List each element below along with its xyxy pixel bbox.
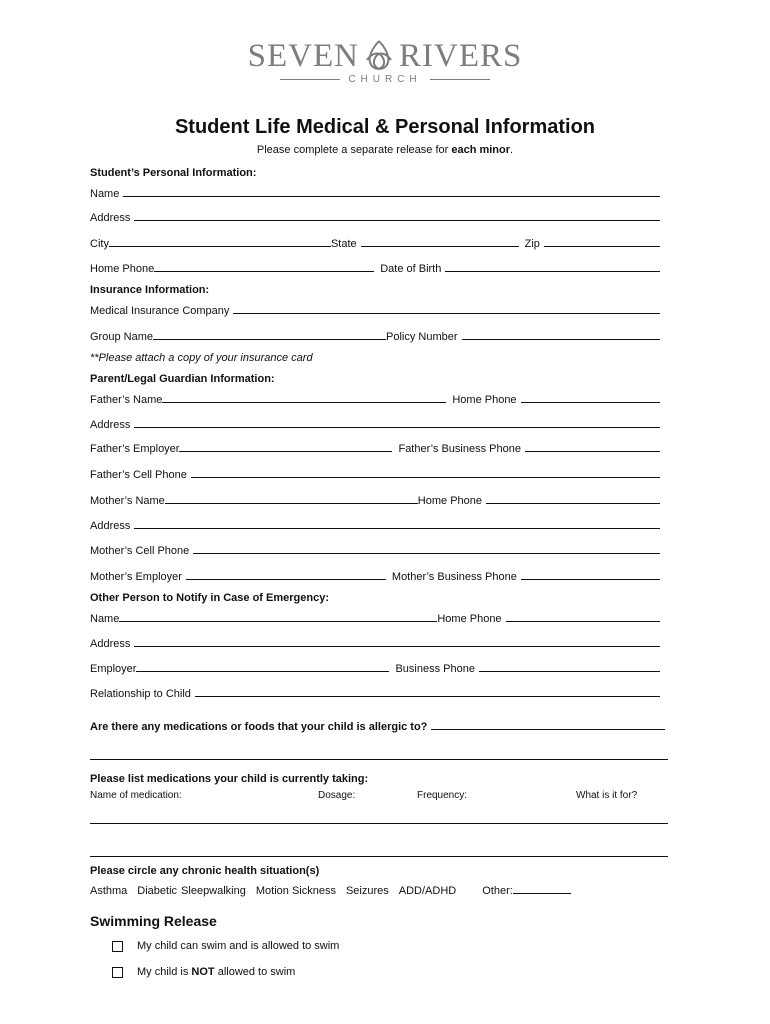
health-heading: Please circle any chronic health situation(s): [90, 865, 320, 877]
health-option-motion-sickness[interactable]: Motion Sickness: [255, 885, 336, 897]
state-field[interactable]: [361, 246, 519, 247]
zip-field[interactable]: [544, 246, 660, 247]
student-name-field[interactable]: [123, 196, 660, 197]
insurance-company-label: Medical Insurance Company: [90, 305, 230, 317]
student-name-label: Name: [90, 188, 120, 200]
fathers-cell-field[interactable]: [191, 477, 660, 478]
swim-not-prefix: My child is: [137, 966, 192, 978]
group-name-label: Group Name: [90, 331, 153, 343]
policy-number-label: Policy Number: [385, 331, 458, 343]
emergency-name-field[interactable]: [119, 621, 437, 622]
home-phone-label: Home Phone: [90, 263, 155, 275]
med-col-name: Name of medication:: [90, 790, 182, 801]
student-address-label: Address: [90, 212, 131, 224]
mother-address-field[interactable]: [134, 528, 660, 529]
emergency-business-phone-field[interactable]: [479, 671, 660, 672]
swim-not-allowed-label: [137, 966, 295, 978]
fathers-cell-row: [90, 465, 660, 481]
allergy-field[interactable]: [431, 729, 665, 730]
dob-field[interactable]: [445, 271, 660, 272]
fathers-business-phone-field[interactable]: [525, 451, 660, 452]
insurance-company-row: [90, 301, 660, 317]
student-phone-row: [90, 259, 660, 275]
father-address-label: Address: [90, 419, 131, 431]
form-subtitle: [0, 144, 770, 156]
mother-home-phone-field[interactable]: [486, 503, 660, 504]
logo-rule-left: [280, 79, 340, 80]
logo-wordmark: [0, 38, 770, 74]
health-option-seizures[interactable]: Seizures: [345, 885, 389, 897]
mothers-business-phone-field[interactable]: [521, 579, 660, 580]
swimming-heading: Swimming Release: [90, 913, 217, 929]
emergency-business-phone-label: Business Phone: [395, 663, 475, 675]
health-other-field[interactable]: [513, 883, 571, 894]
insurance-company-field[interactable]: [233, 313, 660, 314]
health-option-diabetic[interactable]: Diabetic: [137, 885, 178, 897]
emergency-address-label: Address: [90, 638, 131, 650]
med-col-dosage: Dosage:: [318, 790, 356, 801]
dob-label: Date of Birth: [380, 263, 442, 275]
health-option-asthma[interactable]: Asthma: [90, 885, 128, 897]
father-address-field[interactable]: [134, 427, 660, 428]
student-name-row: [90, 184, 660, 200]
insurance-group-row: [90, 327, 660, 343]
mother-home-phone-label: Home Phone: [417, 495, 483, 507]
mothers-employer-label: Mother’s Employer: [90, 571, 182, 583]
subtitle-prefix: Please complete a separate release for: [256, 144, 452, 156]
fathers-business-phone-label: Father’s Business Phone: [398, 443, 521, 455]
church-logo: [0, 38, 770, 85]
emergency-home-phone-label: Home Phone: [437, 613, 502, 625]
fathers-employer-row: [90, 439, 660, 455]
city-label: City: [90, 238, 109, 250]
emergency-employer-field[interactable]: [136, 671, 389, 672]
logo-subline: [0, 74, 770, 85]
mothers-name-label: Mother’s Name: [90, 495, 165, 507]
city-field[interactable]: [109, 246, 331, 247]
mothers-name-row: [90, 491, 660, 507]
mother-address-label: Address: [90, 520, 131, 532]
fathers-name-row: [90, 390, 660, 406]
fathers-employer-label: Father’s Employer: [90, 443, 180, 455]
insurance-section-heading: Insurance Information:: [90, 284, 210, 296]
subtitle-bold: each minor: [451, 144, 511, 156]
fathers-name-label: Father’s Name: [90, 394, 163, 406]
medications-heading: Please list medications your child is currently taking:: [90, 773, 369, 785]
group-name-field[interactable]: [153, 339, 386, 340]
state-label: State: [330, 238, 357, 250]
logo-rivers: RIVERS: [398, 38, 523, 74]
student-address-row: [90, 208, 660, 224]
logo-church: CHURCH: [348, 74, 422, 85]
insurance-card-note: **Please attach a copy of your insurance card: [90, 352, 313, 364]
fathers-cell-label: Father’s Cell Phone: [90, 469, 187, 481]
student-city-row: [90, 234, 660, 250]
mothers-employer-row: [90, 567, 660, 583]
health-options: [90, 883, 571, 897]
swim-not-allowed-checkbox[interactable]: [112, 967, 123, 978]
swim-allowed-label: My child can swim and is allowed to swim: [137, 940, 340, 952]
swim-not-bold: NOT: [191, 966, 215, 978]
swim-not-suffix: allowed to swim: [214, 966, 296, 978]
allergy-question: Are there any medications or foods that your child is allergic to?: [90, 721, 428, 733]
mothers-business-phone-label: Mother’s Business Phone: [391, 571, 517, 583]
fathers-employer-field[interactable]: [179, 451, 392, 452]
fathers-name-field[interactable]: [162, 402, 446, 403]
emergency-home-phone-field[interactable]: [506, 621, 660, 622]
mothers-employer-field[interactable]: [186, 579, 386, 580]
allergy-row: [90, 717, 665, 733]
health-other-label: Other:: [482, 885, 513, 897]
relationship-label: Relationship to Child: [90, 688, 191, 700]
student-address-field[interactable]: [134, 220, 660, 221]
father-home-phone-label: Home Phone: [452, 394, 517, 406]
mother-address-row: [90, 516, 660, 532]
mothers-name-field[interactable]: [165, 503, 418, 504]
relationship-row: [90, 684, 660, 700]
home-phone-field[interactable]: [154, 271, 374, 272]
health-option-sleepwalking[interactable]: Sleepwalking: [181, 885, 246, 897]
form-title: Student Life Medical & Personal Information: [174, 116, 596, 138]
mothers-cell-row: [90, 541, 660, 557]
swim-allowed-checkbox[interactable]: [112, 941, 123, 952]
emergency-address-field[interactable]: [134, 646, 660, 647]
emergency-name-label: Name: [90, 613, 120, 625]
logo-rule-right: [430, 79, 490, 80]
father-home-phone-field[interactable]: [521, 402, 660, 403]
allergy-extra-line[interactable]: [90, 759, 668, 760]
emergency-employer-label: Employer: [90, 663, 137, 675]
trinity-knot-icon: [359, 38, 399, 72]
policy-number-field[interactable]: [462, 339, 660, 340]
health-option-add-adhd[interactable]: ADD/ADHD: [398, 885, 457, 897]
med-col-purpose: What is it for?: [576, 790, 638, 801]
zip-label: Zip: [524, 238, 540, 250]
guardian-section-heading: Parent/Legal Guardian Information:: [90, 373, 275, 385]
swim-option-not-allowed: [112, 966, 295, 978]
student-section-heading: Student’s Personal Information:: [90, 167, 257, 179]
medication-line-2[interactable]: [90, 856, 668, 857]
emergency-address-row: [90, 634, 660, 650]
swim-option-allowed: [112, 940, 339, 952]
father-address-row: [90, 415, 660, 431]
mothers-cell-label: Mother’s Cell Phone: [90, 545, 190, 557]
med-col-frequency: Frequency:: [417, 790, 468, 801]
emergency-employer-row: [90, 659, 660, 675]
emergency-section-heading: Other Person to Notify in Case of Emergency:: [90, 592, 329, 604]
logo-seven: SEVEN: [247, 38, 359, 74]
relationship-field[interactable]: [195, 696, 660, 697]
subtitle-suffix: .: [510, 144, 514, 156]
medication-line-1[interactable]: [90, 823, 668, 824]
mothers-cell-field[interactable]: [193, 553, 660, 554]
emergency-name-row: [90, 609, 660, 625]
